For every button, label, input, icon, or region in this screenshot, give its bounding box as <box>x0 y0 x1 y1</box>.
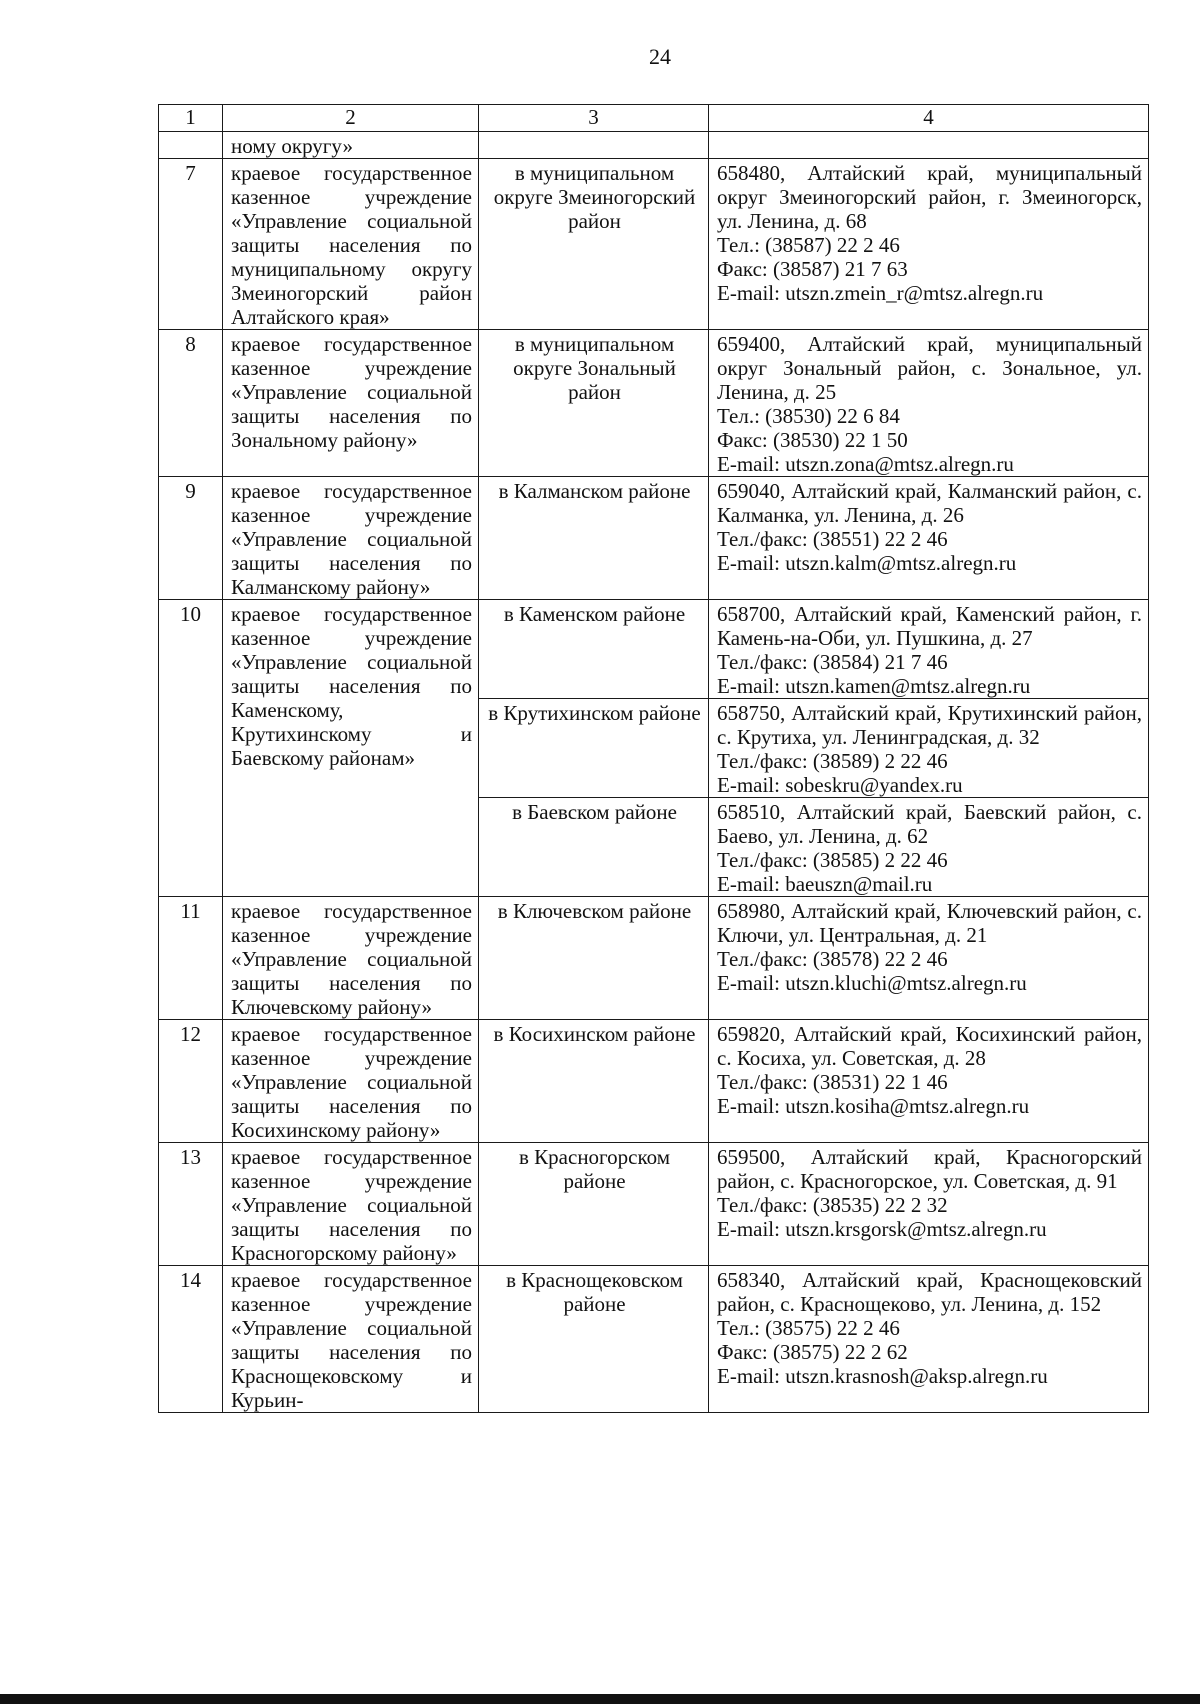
organization-cell: краевое государственное казенное учреждение «Управление социальной защиты населения по муниципальному округу Змеиногорский район Алтайского края» <box>223 159 479 330</box>
address-line: 658700, Алтайский край, Каменский район, г. Камень-на-Оби, ул. Пушкина, д. 27 <box>717 602 1142 650</box>
office-location-cell: в Баевском районе <box>479 798 709 897</box>
row-number-cell: 7 <box>159 159 223 330</box>
address-line: 659500, Алтайский край, Красногорский район, с. Красногорское, ул. Советская, д. 91 <box>717 1145 1142 1193</box>
office-location-cell: в Крутихинском районе <box>479 699 709 798</box>
institutions-table <box>158 104 1149 1413</box>
office-address-cell <box>709 600 1149 699</box>
organization-cell: краевое государственное казенное учреждение «Управление социальной защиты населения по Зональному району» <box>223 330 479 477</box>
email-line: E-mail: utszn.zmein_r@mtsz.alregn.ru <box>717 281 1044 305</box>
address-line: 658480, Алтайский край, муниципальный округ Змеиногорский район, г. Змеиногорск, ул. Ленина, д. 68 <box>717 161 1142 233</box>
column-number-row <box>159 105 1149 132</box>
table-row <box>159 1020 1149 1143</box>
email-line: E-mail: utszn.krasnosh@aksp.alregn.ru <box>717 1364 1048 1388</box>
email-line: E-mail: sobeskru@yandex.ru <box>717 773 963 797</box>
office-location-cell: в муниципальном округе Зональный район <box>479 330 709 477</box>
row-number-cell: 10 <box>159 600 223 897</box>
address-line: Факс: (38530) 22 1 50 <box>717 428 908 452</box>
table-row <box>159 330 1149 477</box>
continuation-row <box>159 132 1149 159</box>
email-line: E-mail: baeuszn@mail.ru <box>717 872 933 896</box>
table-row <box>159 159 1149 330</box>
continuation-addr-cell <box>709 132 1149 159</box>
address-line: 659400, Алтайский край, муниципальный округ Зональный район, с. Зональное, ул. Ленина, д. 25 <box>717 332 1142 404</box>
address-line: Факс: (38587) 21 7 63 <box>717 257 908 281</box>
office-address-cell <box>709 798 1149 897</box>
office-location-cell: в Калманском районе <box>479 477 709 600</box>
email-line: E-mail: utszn.krsgorsk@mtsz.alregn.ru <box>717 1217 1047 1241</box>
table-row <box>159 897 1149 1020</box>
column-number-3: 3 <box>479 105 709 132</box>
table-row <box>159 1143 1149 1266</box>
table-body <box>159 105 1149 1413</box>
address-line: Тел./факс: (38585) 2 22 46 <box>717 848 948 872</box>
address-line: 659040, Алтайский край, Калманский район, с. Калманка, ул. Ленина, д. 26 <box>717 479 1142 527</box>
row-number-cell: 14 <box>159 1266 223 1413</box>
address-line: Тел./факс: (38551) 22 2 46 <box>717 527 948 551</box>
address-line: Тел./факс: (38589) 2 22 46 <box>717 749 948 773</box>
address-line: Тел.: (38575) 22 2 46 <box>717 1316 900 1340</box>
row-number-cell: 13 <box>159 1143 223 1266</box>
office-location-cell: в Ключевском районе <box>479 897 709 1020</box>
address-line: Факс: (38575) 22 2 62 <box>717 1340 908 1364</box>
page-number: 24 <box>649 44 671 69</box>
address-line: Тел./факс: (38584) 21 7 46 <box>717 650 948 674</box>
address-line: Тел./факс: (38535) 22 2 32 <box>717 1193 948 1217</box>
organization-cell: краевое государственное казенное учреждение «Управление социальной защиты населения по Красногорскому району» <box>223 1143 479 1266</box>
address-line: Тел.: (38587) 22 2 46 <box>717 233 900 257</box>
table-row <box>159 1266 1149 1413</box>
organization-cell: краевое государственное казенное учреждение «Управление социальной защиты населения по Краснощековскому и Курьин- <box>223 1266 479 1413</box>
continuation-loc-cell <box>479 132 709 159</box>
office-address-cell <box>709 1143 1149 1266</box>
address-line: Тел./факс: (38531) 22 1 46 <box>717 1070 948 1094</box>
table-row <box>159 477 1149 600</box>
office-location-cell: в муниципальном округе Змеиногорский район <box>479 159 709 330</box>
office-location-cell: в Косихинском районе <box>479 1020 709 1143</box>
address-line: 658980, Алтайский край, Ключевский район, с. Ключи, ул. Центральная, д. 21 <box>717 899 1142 947</box>
address-line: 658340, Алтайский край, Краснощековский район, с. Краснощеково, ул. Ленина, д. 152 <box>717 1268 1142 1316</box>
address-line: Тел.: (38530) 22 6 84 <box>717 404 900 428</box>
row-number-cell: 12 <box>159 1020 223 1143</box>
column-number-4: 4 <box>709 105 1149 132</box>
organization-cell: краевое государственное казенное учреждение «Управление социальной защиты населения по Калманскому району» <box>223 477 479 600</box>
office-address-cell <box>709 159 1149 330</box>
email-line: E-mail: utszn.zona@mtsz.alregn.ru <box>717 452 1014 476</box>
office-location-cell: в Красногорском районе <box>479 1143 709 1266</box>
office-location-cell: в Каменском районе <box>479 600 709 699</box>
row-number-cell: 9 <box>159 477 223 600</box>
organization-cell: краевое государственное казенное учреждение «Управление социальной защиты населения по Косихинскому району» <box>223 1020 479 1143</box>
office-address-cell <box>709 1020 1149 1143</box>
row-number-cell: 11 <box>159 897 223 1020</box>
column-number-2: 2 <box>223 105 479 132</box>
address-line: 658750, Алтайский край, Крутихинский район, с. Крутиха, ул. Ленинградская, д. 32 <box>717 701 1142 749</box>
email-line: E-mail: utszn.kamen@mtsz.alregn.ru <box>717 674 1031 698</box>
continuation-org-cell: ному округу» <box>223 132 479 159</box>
email-line: E-mail: utszn.kluchi@mtsz.alregn.ru <box>717 971 1027 995</box>
office-address-cell <box>709 699 1149 798</box>
address-line: 658510, Алтайский край, Баевский район, с. Баево, ул. Ленина, д. 62 <box>717 800 1142 848</box>
organization-cell: краевое государственное казенное учреждение «Управление социальной защиты населения по Каменскому, Крутихинскому и Баевскому районам» <box>223 600 479 897</box>
column-number-1: 1 <box>159 105 223 132</box>
table-row <box>159 600 1149 699</box>
address-line: Тел./факс: (38578) 22 2 46 <box>717 947 948 971</box>
office-address-cell <box>709 330 1149 477</box>
office-address-cell <box>709 897 1149 1020</box>
row-number-cell: 8 <box>159 330 223 477</box>
address-line: 659820, Алтайский край, Косихинский район, с. Косиха, ул. Советская, д. 28 <box>717 1022 1142 1070</box>
email-line: E-mail: utszn.kalm@mtsz.alregn.ru <box>717 551 1017 575</box>
office-location-cell: в Краснощековском районе <box>479 1266 709 1413</box>
office-address-cell <box>709 477 1149 600</box>
scan-edge-bar <box>0 1694 1200 1704</box>
office-address-cell <box>709 1266 1149 1413</box>
email-line: E-mail: utszn.kosiha@mtsz.alregn.ru <box>717 1094 1030 1118</box>
continuation-num-cell <box>159 132 223 159</box>
organization-cell: краевое государственное казенное учреждение «Управление социальной защиты населения по Ключевскому району» <box>223 897 479 1020</box>
